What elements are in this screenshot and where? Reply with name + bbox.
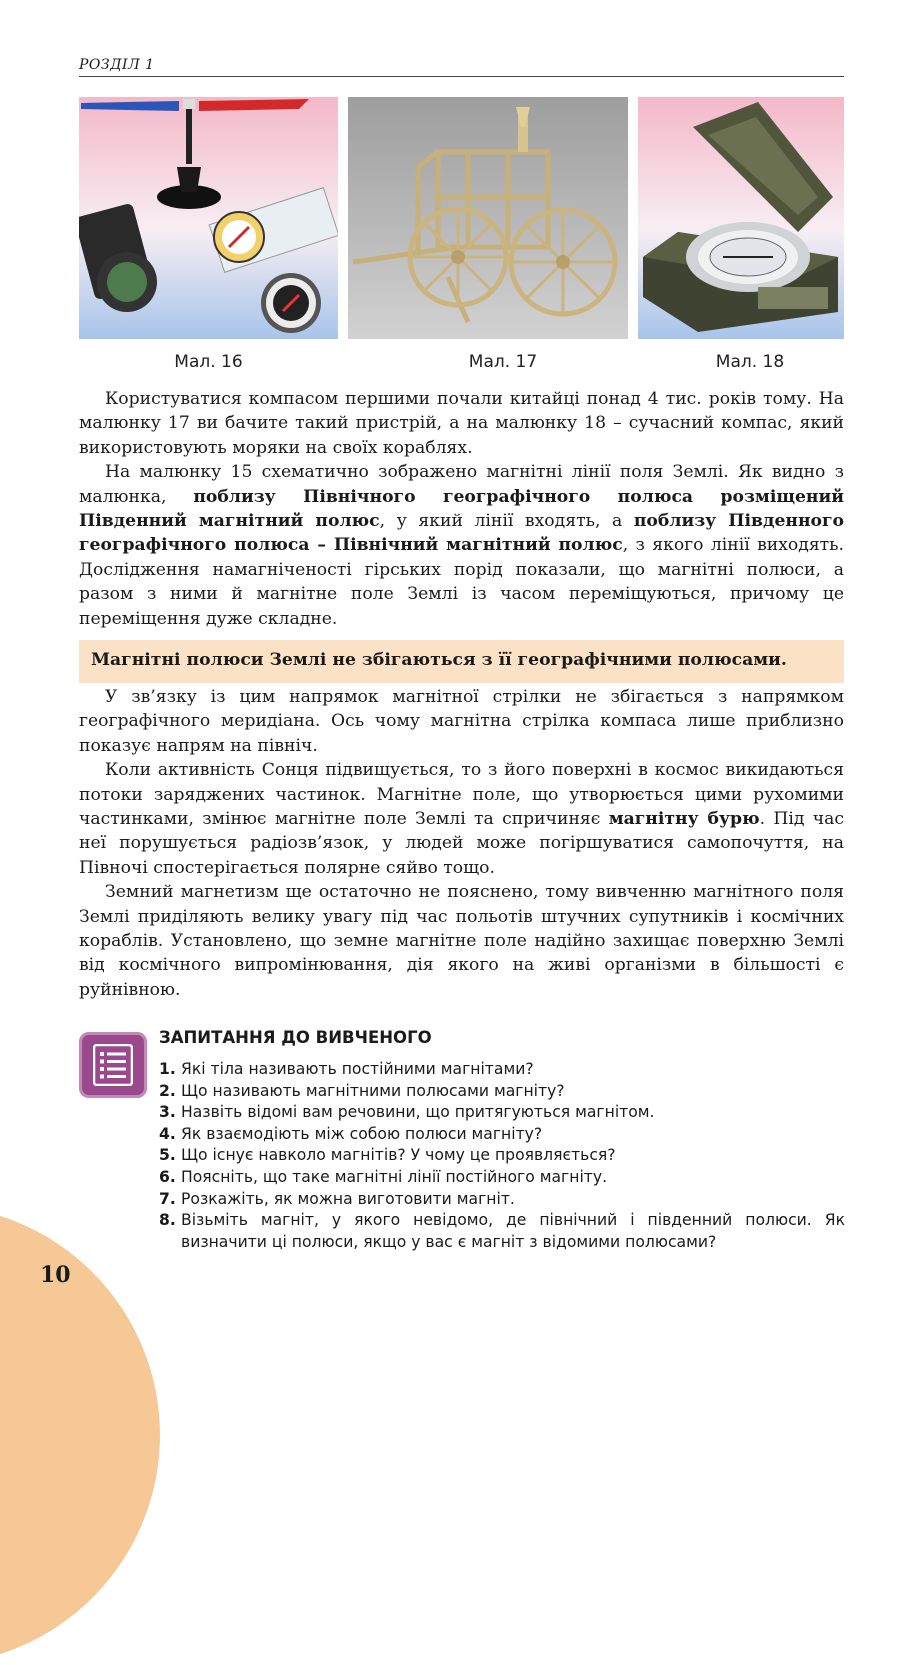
questions-list	[159, 1059, 845, 1253]
paragraph: На малюнку 15 схематично зображено магнітні лінії поля Землі. Як видно з малюнка, поблизу Північного географічного полюса розміщений Південний магнітний полюс, у який лінії входять, а поблизу Південного географічного полюса – Північний магнітний полюс, з якого лінії виходять. Дослідження намагніченості гірських порід показали, що магнітні полюси, а разом з ними й магнітне поле Землі із часом переміщуються, причому це переміщення дуже складне.	[79, 462, 845, 629]
paragraph: Земний магнетизм ще остаточно не пояснено, тому вивченню магнітного поля Землі приділяють велику увагу під час польотів штучних супутників і космічних кораблів. Установлено, що земне магнітне поле надійно захищає поверхню Землі від космічного випромінювання, дія якого на живі організми в більшості є руйнівною.	[79, 882, 844, 1000]
question-item: 1. Які тіла називають постійними магнітами?	[159, 1060, 534, 1078]
page-header	[79, 54, 844, 77]
question-item: 4. Як взаємодіють між собою полюси магніту?	[159, 1124, 543, 1143]
figure-17-caption: Мал. 17	[468, 352, 538, 372]
page-corner-decoration	[0, 1205, 160, 1665]
page-number: 10	[40, 1262, 71, 1288]
paragraph: У зв’язку із цим напрямок магнітної стрілки не збігається з напрямком географічного меридіана. Ось чому магнітна стрілка компаса лише приблизно показує напрям на північ.	[79, 687, 844, 756]
key-statement: Магнітні полюси Землі не збігаються з її географічними полюсами.	[91, 650, 787, 670]
question-item: 3. Назвіть відомі вам речовини, що притягуються магнітом.	[159, 1103, 655, 1122]
figure-18-modern-compass	[638, 97, 844, 339]
key-statement-box	[79, 640, 844, 683]
body-text-top	[79, 387, 844, 631]
questions-title: ЗАПИТАННЯ ДО ВИВЧЕНОГО	[159, 1028, 432, 1047]
questions-list-icon	[79, 1032, 147, 1098]
figure-16-caption: Мал. 16	[174, 352, 243, 372]
body-text-bottom	[79, 685, 844, 1002]
bold-term: поблизу Південного географічного полюса – Північний магнітний полюс	[79, 511, 845, 556]
bold-term: магнітну бурю	[608, 809, 760, 830]
figure-18-caption: Мал. 18	[715, 352, 785, 372]
figure-16-compasses	[79, 97, 338, 339]
paragraph: Користуватися компасом першими почали китайці понад 4 тис. років тому. На малюнку 17 ви бачите такий пристрій, а на малюнку 18 – сучасний компас, який використовують моряки на своїх кораблях.	[79, 389, 844, 458]
question-item: 8. Візьміть магніт, у якого невідомо, де північний і південний полюси. Як визначити ці полюси, якщо у вас є магніт з відомими полюсами?	[159, 1211, 845, 1251]
question-item: 5. Що існує навколо магнітів? У чому це проявляється?	[159, 1146, 616, 1165]
figure-17-ancient-device	[348, 97, 628, 339]
question-item: 6. Поясніть, що таке магнітні лінії постійного магніту.	[159, 1167, 608, 1186]
question-item: 2. Що називають магнітними полюсами магніту?	[159, 1081, 565, 1100]
section-title: РОЗДІЛ 1	[79, 57, 155, 73]
bold-term: поблизу Північного географічного полюса розміщений Південний магнітний полюс	[79, 486, 845, 532]
paragraph: Коли активність Сонця підвищується, то з його поверхні в космос викидаються потоки заряджених частинок. Магнітне поле, що утворюється цими рухомими частинками, змінює магнітне поле Землі та спричиняє магнітну бурю. Під час неї порушується радіозв’язок, у людей може погіршуватися самопочуття, на Півночі спостерігається полярне сяйво тощо.	[79, 760, 844, 878]
question-item: 7. Розкажіть, як можна виготовити магніт.	[159, 1189, 515, 1208]
